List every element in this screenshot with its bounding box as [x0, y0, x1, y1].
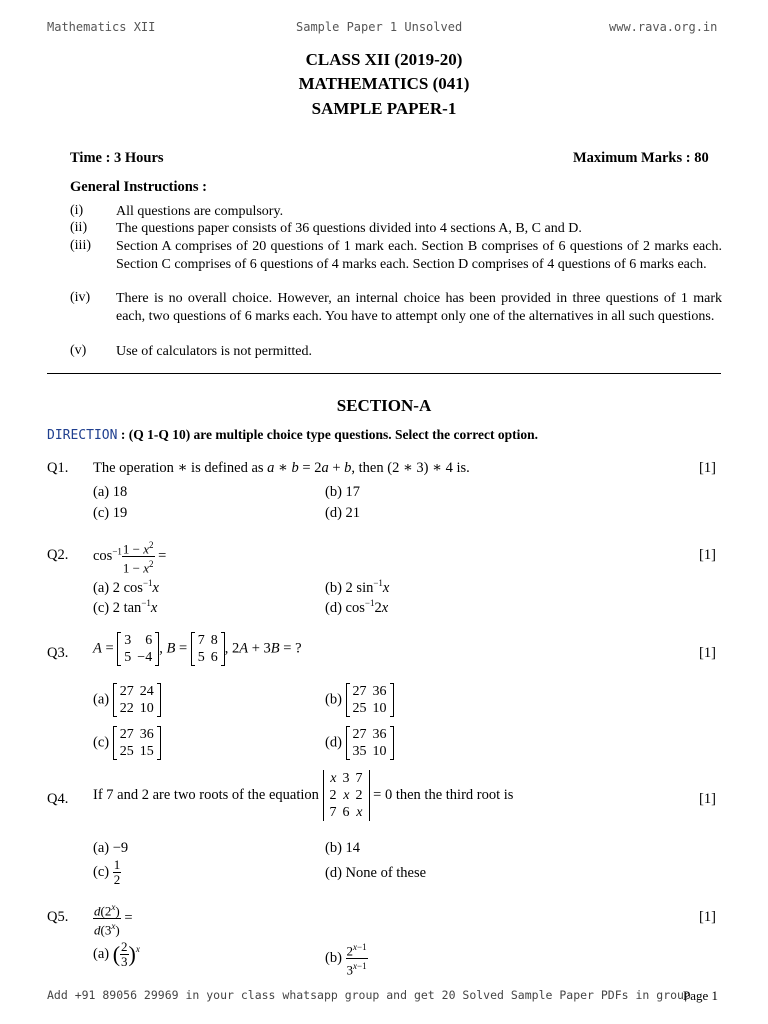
- running-header-right: www.rava.org.in: [609, 20, 718, 34]
- option-d: (d) $\cos^{-1}2x$: [325, 598, 389, 616]
- question-expression: $\cos^{-1}$ $\frac{1 - x^2}{1 - x^2}$ =: [93, 540, 167, 576]
- option-c: (c) 2 $\tan^{-1}x$: [93, 598, 158, 616]
- footer-promo: Add +91 89056 29969 in your class whatsapp group and get 20 Solved Sample Paper PDFs in group: [47, 988, 691, 1002]
- question-number: Q2.: [47, 547, 69, 563]
- running-header-center: Sample Paper 1 Unsolved: [296, 20, 463, 34]
- instructions-heading: General Instructions :: [70, 179, 207, 195]
- instruction-num: (ii): [70, 220, 88, 235]
- question-text: The operation ∗ is defined as a ∗ b = 2a + b, then (2 ∗ 3) ∗ 4 is.: [93, 460, 470, 476]
- option-b: (b) $\frac{2^{x-1}}{3^{x-1}}$: [325, 942, 367, 978]
- instruction-num: (iii): [70, 238, 91, 253]
- question-expression: $\frac{d(2^x)}{d(3^x)}$ =: [94, 902, 133, 938]
- option-c: (c) 27 36 25 15: [93, 726, 161, 760]
- direction-text: : (Q 1-Q 10) are multiple choice type questions. Select the correct option.: [120, 427, 539, 442]
- option-a: (a) 27 24 22 10: [93, 683, 161, 717]
- question-number: Q1.: [47, 460, 69, 476]
- instruction-text: Section A comprises of 20 questions of 1 mark each. Section B comprises of 6 questions of 2 marks each. Section C comprises of 6 questions of 4 marks each. Section D comprises of 4 questions of 6 marks each.: [116, 239, 722, 272]
- max-marks-label: Maximum Marks : 80: [573, 150, 709, 166]
- instruction-num: (v): [70, 343, 87, 358]
- section-title: SECTION-A: [336, 396, 432, 415]
- option-a: (a) −9: [93, 840, 129, 856]
- option-a: (a) 2 $\cos^{-1}x$: [93, 578, 159, 596]
- question-number: Q4.: [47, 791, 69, 807]
- option-a: (a) ( $\frac{2}{3}$ )$^x$: [93, 939, 140, 969]
- option-d: (d) 27 36 35 10: [325, 726, 394, 760]
- question-mark: [1]: [699, 791, 716, 807]
- option-d: (d) None of these: [325, 865, 427, 881]
- option-b: (b) 2 $\sin^{-1}x$: [325, 578, 390, 596]
- question-expression: A = 3 6 5 −4 , B = 7 8 5 6 , 2A + 3B = ?: [93, 633, 302, 665]
- section-divider: [47, 373, 721, 374]
- class-title: CLASS XII (2019-20): [305, 50, 463, 69]
- instruction-text: There is no overall choice. However, an internal choice has been provided in three questions of 1 mark each, two questions of 6 marks each. You have to attempt only one of the alternatives in all such questions.: [116, 291, 722, 324]
- instruction-text: All questions are compulsory.: [116, 204, 284, 219]
- instruction-num: (i): [70, 203, 84, 218]
- option-a: (a) 18: [93, 484, 128, 500]
- question-mark: [1]: [699, 460, 716, 476]
- question-mark: [1]: [699, 547, 716, 563]
- question-text: If 7 and 2 are two roots of the equation x 3 7 2 x 2 7 6 x = 0 then the third root is: [93, 771, 514, 820]
- subject-title: MATHEMATICS (041): [298, 74, 470, 93]
- option-b: (b) 27 36 25 10: [325, 683, 394, 717]
- page-number: Page 1: [683, 988, 719, 1003]
- direction-line: [47, 427, 538, 443]
- option-d: (d) 21: [325, 505, 361, 521]
- question-number: Q3.: [47, 645, 69, 661]
- instruction-num: (iv): [70, 290, 91, 305]
- instruction-text: Use of calculators is not permitted.: [116, 344, 312, 359]
- question-number: Q5.: [47, 909, 69, 925]
- direction-label: DIRECTION: [47, 428, 118, 443]
- paper-title: SAMPLE PAPER-1: [311, 99, 457, 118]
- option-c: (c) $\frac{1}{2}$: [93, 857, 121, 887]
- option-b: (b) 14: [325, 840, 361, 856]
- running-header-left: Mathematics XII: [47, 20, 156, 34]
- time-label: Time : 3 Hours: [70, 150, 164, 166]
- instruction-text: The questions paper consists of 36 questions divided into 4 sections A, B, C and D.: [116, 221, 582, 236]
- option-b: (b) 17: [325, 484, 361, 500]
- question-mark: [1]: [699, 909, 716, 925]
- option-c: (c) 19: [93, 505, 128, 521]
- question-mark: [1]: [699, 645, 716, 661]
